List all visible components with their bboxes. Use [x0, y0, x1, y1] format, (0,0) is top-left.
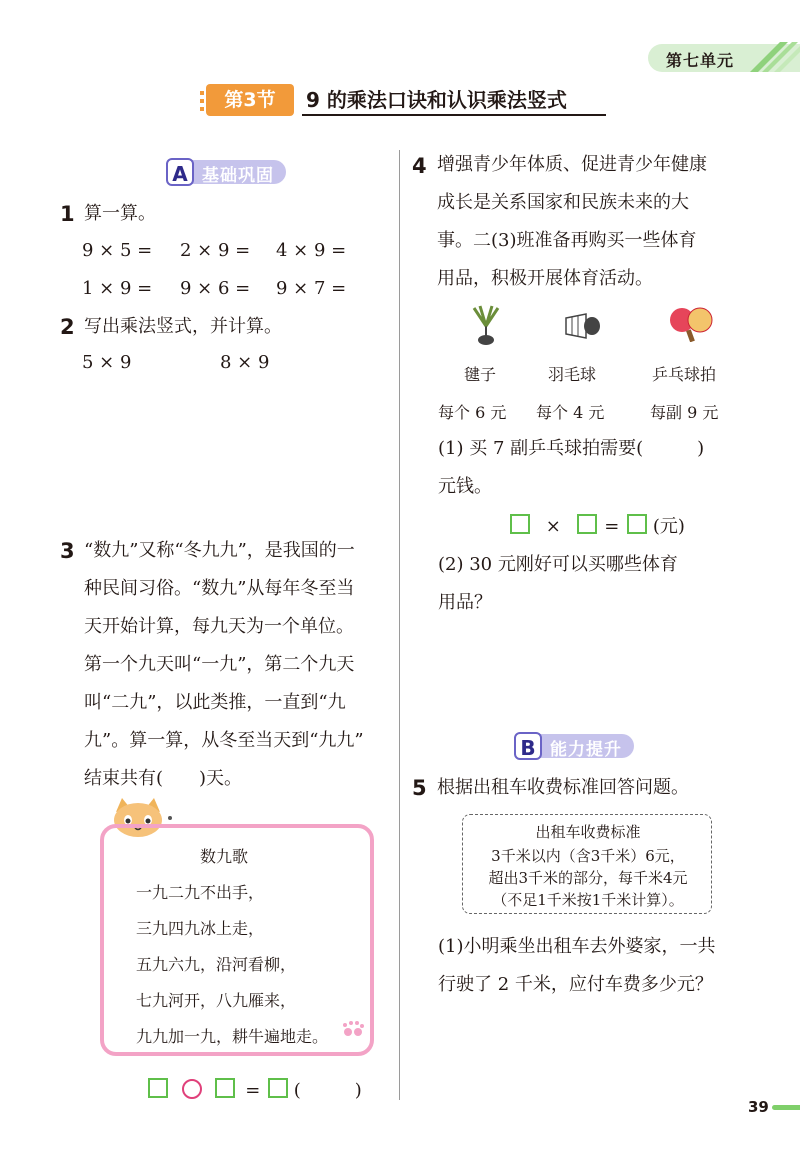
answer-box[interactable]	[148, 1078, 168, 1098]
q4-line: 成长是关系国家和民族未来的大	[437, 192, 689, 213]
q1-item: 4 × 9 =	[276, 240, 347, 261]
q4-sub2-line: (2) 30 元刚好可以买哪些体育	[438, 554, 678, 575]
q3-line: “数九”又称“冬九九”，是我国的一	[84, 540, 355, 561]
poem-line: 七九河开，八九雁来，	[136, 991, 297, 1010]
section-heading: 9 的乘法口诀和认识乘法竖式	[302, 84, 606, 116]
level-a-letter: A	[166, 158, 194, 186]
unit-tab	[648, 38, 800, 76]
q3-line: 叫“二九”，以此类推，一直到“九	[84, 692, 346, 713]
page-number: 39	[748, 1098, 769, 1116]
level-a-badge	[166, 160, 290, 186]
fare-title: 出租车收费标准	[535, 823, 641, 841]
q4-sub2-line: 用品？	[438, 592, 492, 613]
fare-line: 超出3千米的部分，每千米4元	[488, 869, 688, 887]
q5-sub1-line: (1)小明乘坐出租车去外婆家，一共	[438, 936, 716, 957]
page-number-bar	[772, 1105, 800, 1110]
q3-line: 天开始计算，每九天为一个单位。	[84, 616, 354, 637]
answer-paren[interactable]: ( )	[293, 1080, 362, 1101]
q1-item: 9 × 5 =	[82, 240, 153, 261]
q4-sub1-line: (1) 买 7 副乒乓球拍需要( )	[438, 438, 705, 459]
poem-line: 九九加一九，耕牛遍地走。	[136, 1027, 329, 1046]
q3-line: 第一个九天叫“一九”，第二个九天	[84, 654, 355, 675]
q3-number: 3	[60, 539, 75, 563]
q4-item-price: 每副 9 元	[650, 403, 719, 422]
q4-number: 4	[412, 154, 427, 178]
q1-item: 9 × 7 =	[276, 278, 347, 299]
level-b-badge	[514, 734, 638, 760]
paddle-icon	[668, 306, 716, 342]
level-a-label: 基础巩固	[202, 166, 274, 186]
q5-number: 5	[412, 776, 427, 800]
section-badge: 第3节	[206, 84, 294, 116]
q1-item: 9 × 6 =	[180, 278, 251, 299]
q1-prompt: 算一算。	[84, 203, 156, 224]
q3-answer-row	[148, 1076, 362, 1102]
q3-line: 九”。算一算，从冬至当天到“九九”	[84, 730, 364, 751]
answer-box[interactable]	[510, 514, 530, 534]
q4-item-name: 乒乓球拍	[652, 365, 717, 384]
q4-sub1-line: 元钱。	[438, 476, 492, 497]
poem-line: 三九四九冰上走，	[136, 919, 265, 938]
q3-line: 种民间习俗。“数九”从每年冬至当	[84, 578, 355, 599]
answer-box[interactable]	[627, 514, 647, 534]
level-b-label: 能力提升	[550, 740, 622, 760]
q5-prompt: 根据出租车收费标准回答问题。	[437, 777, 689, 798]
q4-line: 增强青少年体质、促进青少年健康	[437, 154, 707, 175]
decorative-stripes-icon	[740, 38, 800, 76]
fare-line: 3千米以内（含3千米）6元，	[491, 847, 685, 865]
poem-line: 一九二九不出手，	[136, 883, 265, 902]
paw-print-icon	[340, 1020, 366, 1040]
unit-label: (元)	[652, 516, 685, 537]
q4-item-name: 羽毛球	[548, 365, 597, 384]
q4-item-price: 每个 4 元	[536, 403, 605, 422]
poem-box	[100, 824, 374, 1056]
operator-circle[interactable]	[182, 1079, 202, 1099]
badminton-icon	[562, 310, 602, 342]
q2-item: 5 × 9	[82, 352, 132, 373]
q4-line: 用品，积极开展体育活动。	[437, 268, 653, 289]
q1-item: 1 × 9 =	[82, 278, 153, 299]
q4-equation	[510, 512, 685, 538]
fare-standard-box	[462, 814, 712, 914]
q2-prompt: 写出乘法竖式，并计算。	[84, 316, 282, 337]
q4-item-name: 毽子	[464, 365, 497, 384]
answer-box[interactable]	[577, 514, 597, 534]
q4-text	[437, 146, 707, 298]
column-divider	[399, 150, 400, 1100]
q4-item-price: 每个 6 元	[438, 403, 507, 422]
poem-title: 数九歌	[200, 847, 249, 866]
times-sign: ×	[545, 516, 561, 537]
answer-box[interactable]	[268, 1078, 288, 1098]
q4-line: 事。二(3)班准备再购买一些体育	[437, 230, 697, 251]
q2-number: 2	[60, 315, 75, 339]
unit-label: 第七单元	[666, 51, 735, 70]
answer-box[interactable]	[215, 1078, 235, 1098]
shuttlecock-icon	[470, 304, 502, 346]
level-b-letter: B	[514, 732, 542, 760]
fare-line: （不足1千米按1千米计算）。	[492, 891, 684, 909]
q1-item: 2 × 9 =	[180, 240, 251, 261]
poem-line: 五九六九，沿河看柳，	[136, 955, 297, 974]
equals-sign: =	[245, 1080, 261, 1101]
q1-number: 1	[60, 202, 75, 226]
q3-line: 结束共有( )天。	[84, 768, 243, 789]
q3-text	[84, 532, 364, 798]
equals-sign: =	[604, 516, 620, 537]
q5-sub1-line: 行驶了 2 千米，应付车费多少元？	[438, 974, 713, 995]
q2-item: 8 × 9	[220, 352, 270, 373]
